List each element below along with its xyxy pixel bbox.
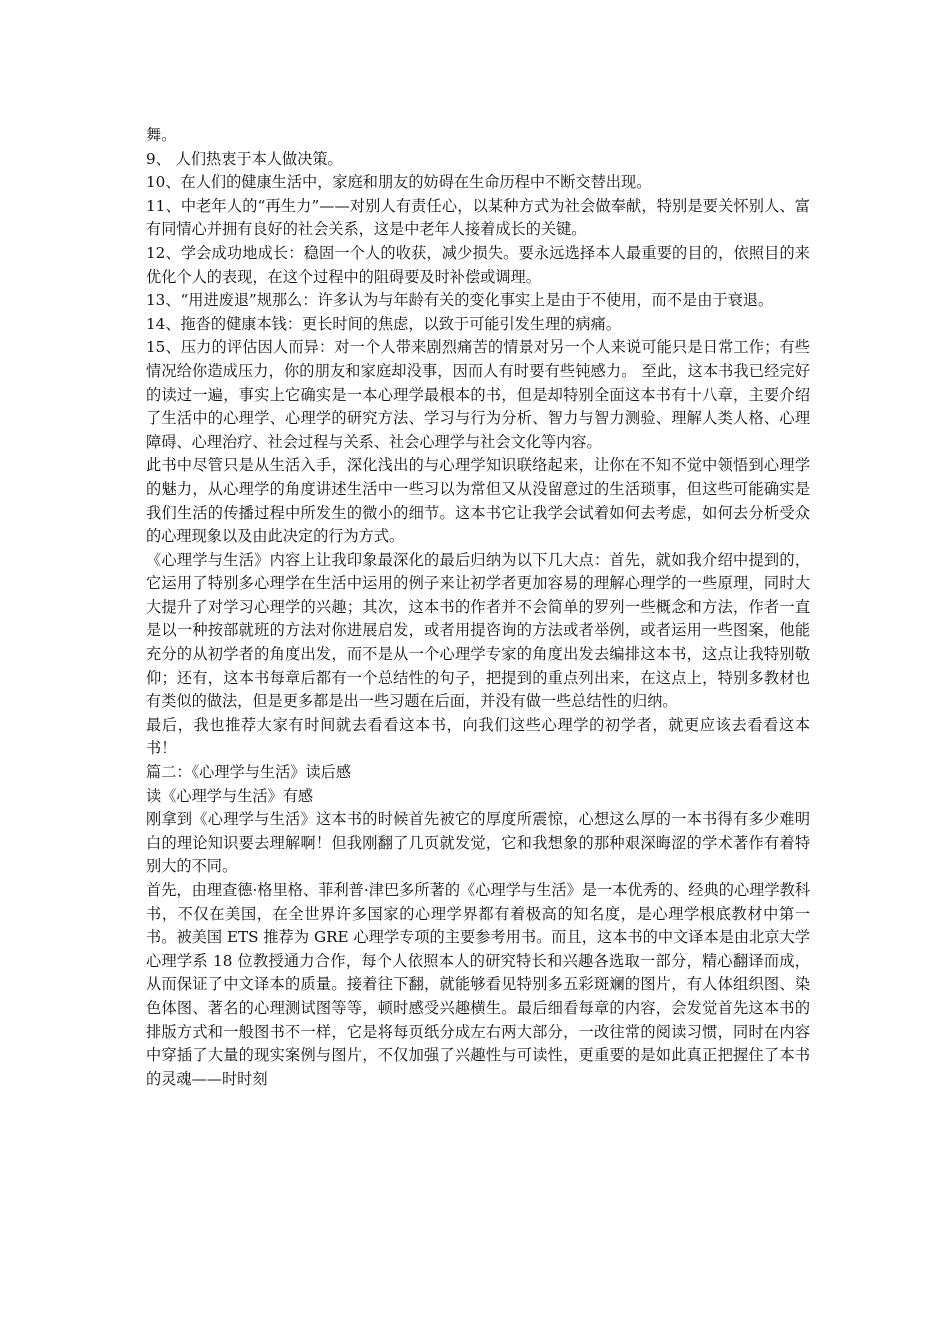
paragraph-6: 13、“用进废退”规那么：许多认为与年龄有关的变化事实上是由于不使用，而不是由于衰退。	[146, 291, 774, 310]
paragraph-11: 最后，我也推荐大家有时间就去看看这本书，向我们这些心理学的初学者，就更应该去看看这本书！	[146, 715, 810, 758]
paragraph-3: 10、在人们的健康生活中，家庭和朋友的妨碍在生命历程中不断交替出现。	[146, 173, 652, 192]
paragraph-8: 15、压力的评估因人而异：对一个人带来剧烈痛苦的情景对另一个人来说可能只是日常工作；有些情况给你造成压力，你的朋友和家庭却没事，因而人有时要有些钝感力。 至此，这本书我已经完好的读过一遍，事实上它确实是一本心理学最根本的书，但是却特别全面这本书有十八章，主要介绍了生活中的心理学、心理学的研究方法、学习与行为分析、智力与智力测验、理解人类人格、心理障碍、心理治疗、社会过程与关系、社会心理学与社会文化等内容。	[146, 338, 810, 451]
paragraph-15: 首先，由理查德·格里格、菲利普·津巴多所著的《心理学与生活》是一本优秀的、经典的心理学教科书，不仅在美国，在全世界许多国家的心理学界都有着极高的知名度，是心理学根底教材中第一书。被美国 ETS 推荐为 GRE 心理学专项的主要参考用书。而且，这本书的中文译本是由北京大学心理学系 18 位教授通力合作，每个人依照本人的研究特长和兴趣各选取一部分，精心翻译而成，从而保证了中文译本的质量。接着往下翻，就能够看见特别多五彩斑斓的图片，有人体组织图、染色体图、著名的心理测试图等等，顿时感受兴趣横生。最后细看每章的内容，会发觉首先这本书的排版方式和一般图书不一样，它是将每页纸分成左右两大部分，一改往常的阅读习惯，同时在内容中穿插了大量的现实案例与图片，不仅加强了兴趣性与可读性，更重要的是如此真正把握住了本书的灵魂——时时刻	[146, 881, 810, 1088]
paragraph-7: 14、拖沓的健康本钱：更长时间的焦虑，以致于可能引发生理的病痛。	[146, 314, 621, 333]
document-page	[146, 124, 810, 1091]
paragraph-10: 《心理学与生活》内容上让我印象最深化的最后归纳为以下几大点：首先，就如我介绍中提到的，它运用了特别多心理学在生活中运用的例子来让初学者更加容易的理解心理学的一些原理，同时大大提升了对学习心理学的兴趣；其次，这本书的作者并不会简单的罗列一些概念和方法，作者一直是以一种按部就班的方法对你进展启发，或者用提咨询的方法或者举例，或者运用一些图案，他能充分的从初学者的角度出发，而不是从一个心理学专家的角度出发去编排这本书，这点让我特别敬仰；还有，这本书每章后都有一个总结性的句子，把提到的重点列出来，在这点上，特别多教材也有类似的做法，但是更多都是出一些习题在后面，并没有做一些总结性的归纳。	[146, 550, 810, 711]
paragraph-2: 9、 人们热衷于本人做决策。	[146, 149, 343, 168]
paragraph-14: 刚拿到《心理学与生活》这本书的时候首先被它的厚度所震惊，心想这么厚的一本书得有多少难明白的理论知识要去理解啊！但我刚翻了几页就发觉，它和我想象的那种艰深晦涩的学术著作有着特别大的不同。	[146, 810, 810, 876]
section-heading: 篇二：《心理学与生活》读后感	[146, 763, 352, 782]
paragraph-5: 12、学会成功地成长：稳固一个人的收获，减少损失。要永远选择本人最重要的目的，依照目的来优化个人的表现，在这个过程中的阻碍要及时补偿或调理。	[146, 243, 810, 286]
paragraph-1: 舞。	[146, 126, 177, 144]
essay-title: 读《心理学与生活》有感	[146, 786, 314, 805]
paragraph-9: 此书中尽管只是从生活入手，深化浅出的与心理学知识联络起来，让你在不知不觉中领悟到心理学的魅力，从心理学的角度讲述生活中一些习以为常但又从没留意过的生活琐事，但这些可能确实是我们生活的传播过程中所发生的微小的细节。这本书它让我学会试着如何去考虑，如何去分析受众的心理现象以及由此决定的行为方式。	[146, 456, 810, 546]
paragraph-4: 11、中老年人的“再生力”——对别人有责任心，以某种方式为社会做奉献，特别是要关怀别人、富有同情心并拥有良好的社会关系，这是中老年人接着成长的关键。	[146, 196, 810, 239]
